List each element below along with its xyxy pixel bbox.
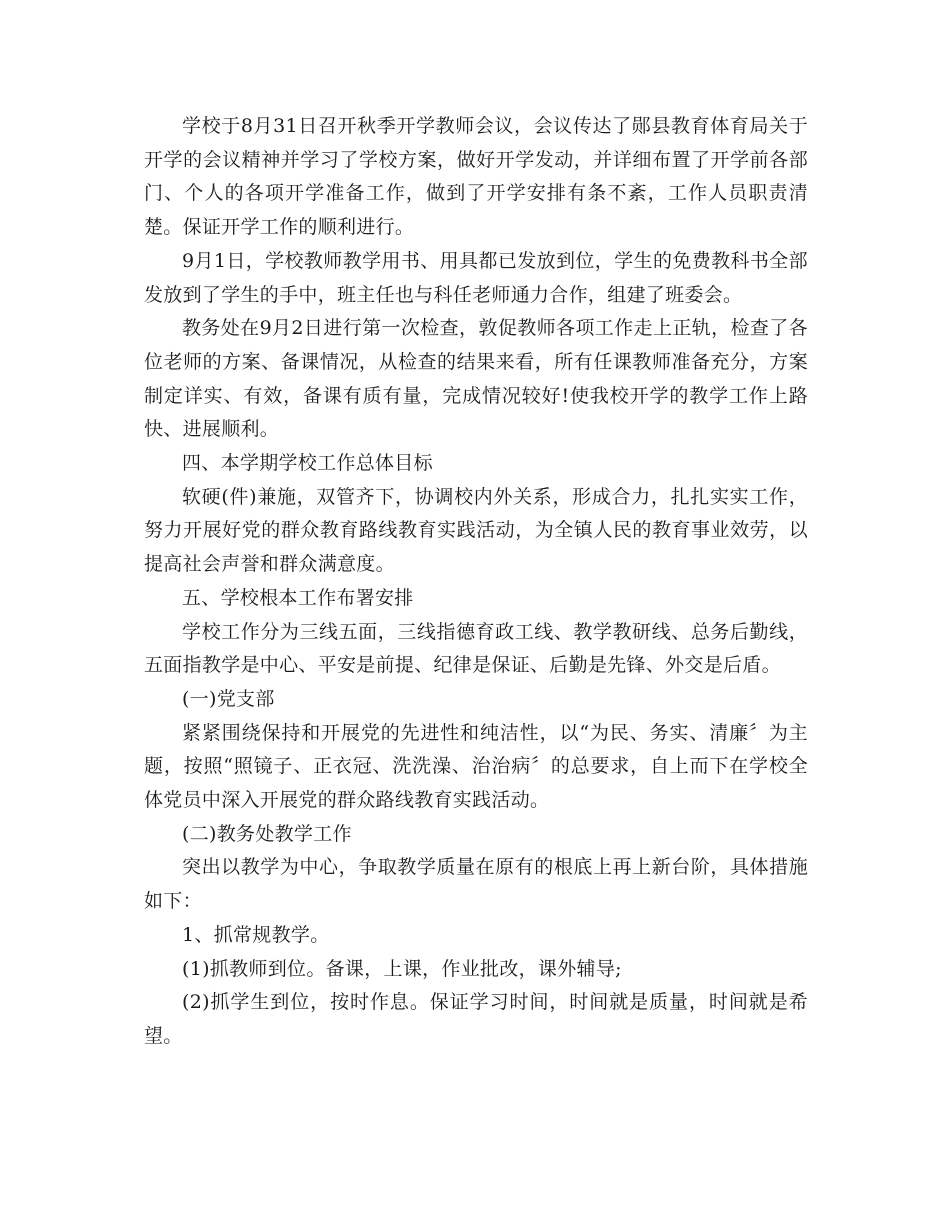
subheading-teaching-office: (二)教务处教学工作 [182, 822, 352, 845]
section-heading-arrangement: 五、学校根本工作布署安排 [182, 586, 414, 609]
paragraph-first-inspection: 教务处在9月2日进行第一次检查，敦促教师各项工作走上正轨，检查了各位老师的方案、备课情况，从检查的结果来看，所有任课教师准备充分，方案制定详实、有效，备课有质有量，完成情况较好!使我校开学的教学工作上路快、进展顺利。 [144, 317, 808, 441]
section-heading-goals: 四、本学期学校工作总体目标 [182, 452, 433, 475]
list-item-teacher-in-place: (1)抓教师到位。备课，上课，作业批改，课外辅导; [182, 957, 622, 980]
paragraph-goals: 软硬(件)兼施，双管齐下，协调校内外关系，形成合力，扎扎实实工作，努力开展好党的群众教育路线教育实践活动，为全镇人民的教育事业效劳，以提高社会声誉和群众满意度。 [144, 485, 808, 576]
paragraph-sept-1: 9月1日，学校教师教学用书、用具都已发放到位，学生的免费教科书全部发放到了学生的手中，班主任也与科任老师通力合作，组建了班委会。 [144, 249, 808, 306]
list-item-routine-teaching: 1、抓常规教学。 [182, 923, 330, 946]
paragraph-school-meeting: 学校于8月31日召开秋季开学教师会议，会议传达了郧县教育体育局关于开学的会议精神并学习了学校方案，做好开学发动，并详细布置了开学前各部门、个人的各项开学准备工作，做到了开学安排有条不紊，工作人员职责清楚。保证开学工作的顺利进行。 [144, 115, 808, 239]
subheading-party-branch: (一)党支部 [182, 687, 275, 710]
document-body [144, 110, 808, 1054]
list-item-student-in-place: (2)抓学生到位，按时作息。保证学习时间，时间就是质量，时间就是希望。 [144, 991, 808, 1047]
paragraph-party-branch: 紧紧围绕保持和开展党的先进性和纯洁性，以“为民、务实、清廉〞为主题，按照“照镜子、正衣冠、洗洗澡、治治病〞的总要求，自上而下在学校全体党员中深入开展党的群众路线教育实践活动。 [144, 721, 808, 812]
paragraph-three-lines-five-areas: 学校工作分为三线五面，三线指德育政工线、教学教研线、总务后勤线，五面指教学是中心、平安是前提、纪律是保证、后勤是先锋、外交是后盾。 [144, 620, 808, 677]
paragraph-teaching-focus: 突出以教学为中心，争取教学质量在原有的根底上再上新台阶，具体措施如下： [144, 856, 808, 913]
